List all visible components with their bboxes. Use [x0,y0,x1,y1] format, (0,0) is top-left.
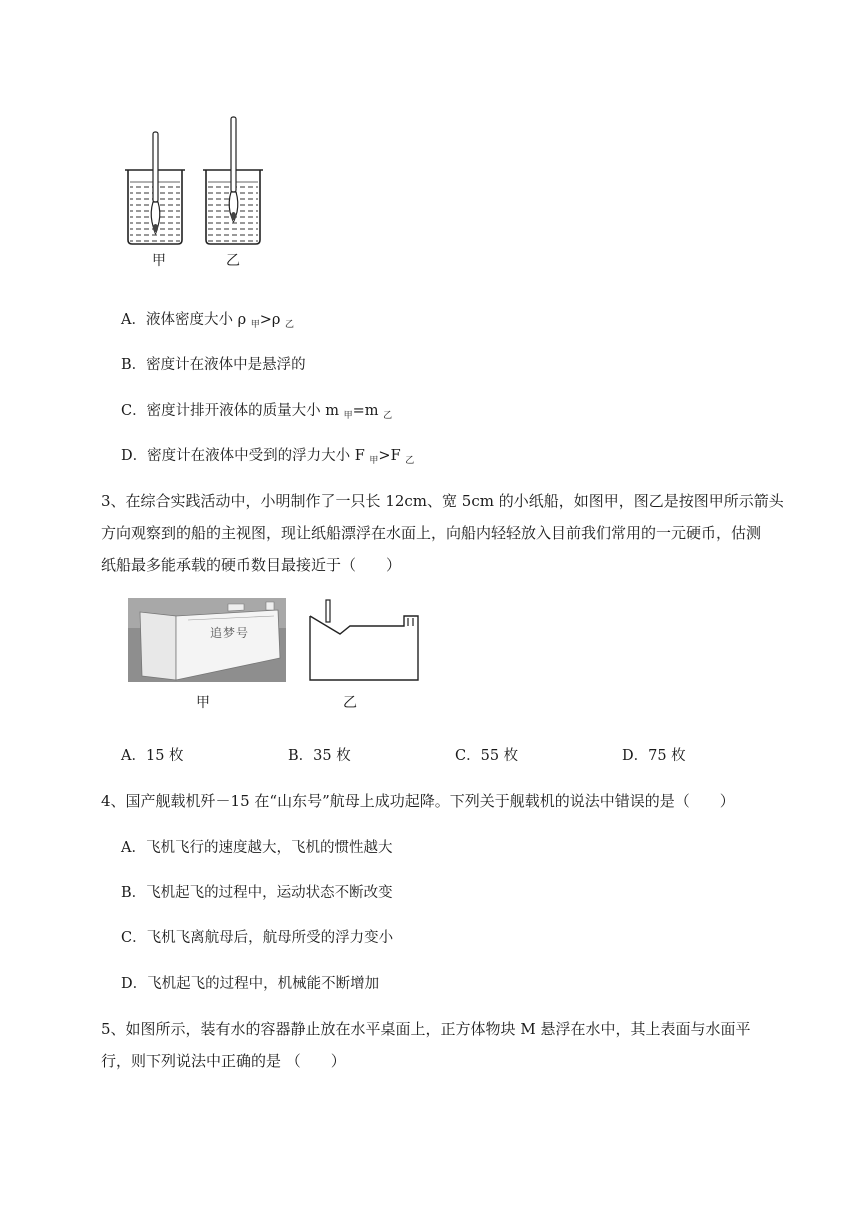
figure3-label-left: 甲 [196,695,210,711]
q2-option-b: B．密度计在液体中是悬浮的 [121,357,306,373]
q5-line-1: 5、如图所示，装有水的容器静止放在水平桌面上，正方体物块 M 悬浮在水中，其上表面与水面平 [101,1020,751,1038]
q4-stem: 4、国产舰载机歼－15 在“山东号”航母上成功起降。下列关于舰载机的说法中错误的是（ ） [101,792,735,810]
figure1-label-right: 乙 [226,253,240,269]
hydrometer-diagram [120,112,270,272]
q5-line-2: 行，则下列说法中正确的是 （ ） [101,1052,346,1070]
q4-option-d: D．飞机起飞的过程中，机械能不断增加 [121,976,380,992]
q3-option-d: D．75 枚 [622,748,686,764]
q3-line-2: 方向观察到的船的主视图，现让纸船漂浮在水面上，向船内轻轻放入目前我们常用的一元硬币，估测 [101,524,762,542]
q2-option-d: D．密度计在液体中受到的浮力大小 F $_甲$>F $_乙$ [121,448,415,466]
hydrometer-right [229,117,238,222]
q3-line-3: 纸船最多能承载的硬币数目最接近于（ ） [101,556,402,574]
paper-boat-photo-text: 追梦号 [210,626,250,640]
hydrometer-left [151,132,160,234]
hydrometer-figure [120,112,270,272]
paper-boat-photo [128,598,286,682]
paper-boat-photo-drawing [128,598,286,682]
q3-option-a: A．15 枚 [121,748,184,764]
boat-front-view-diagram [300,598,430,684]
figure1-label-left: 甲 [152,253,166,269]
q2-option-c: C．密度计排开液体的质量大小 m $_甲$=m $_乙$ [121,403,393,421]
q3-line-1: 3、在综合实践活动中，小明制作了一只长 12cm、宽 5cm 的小纸船，如图甲，图乙是按图甲所示箭头 [101,492,784,510]
q4-option-b: B．飞机起飞的过程中，运动状态不断改变 [121,885,393,901]
boat-front-view [300,598,430,684]
q4-option-c: C．飞机飞离航母后，航母所受的浮力变小 [121,930,394,946]
q3-option-c: C．55 枚 [455,748,519,764]
figure3-label-right: 乙 [343,695,357,711]
q4-option-a: A．飞机飞行的速度越大，飞机的惯性越大 [121,840,393,856]
q3-option-b: B．35 枚 [288,748,351,764]
q2-option-a: A．液体密度大小 ρ $_甲$>ρ $_乙$ [121,312,295,330]
